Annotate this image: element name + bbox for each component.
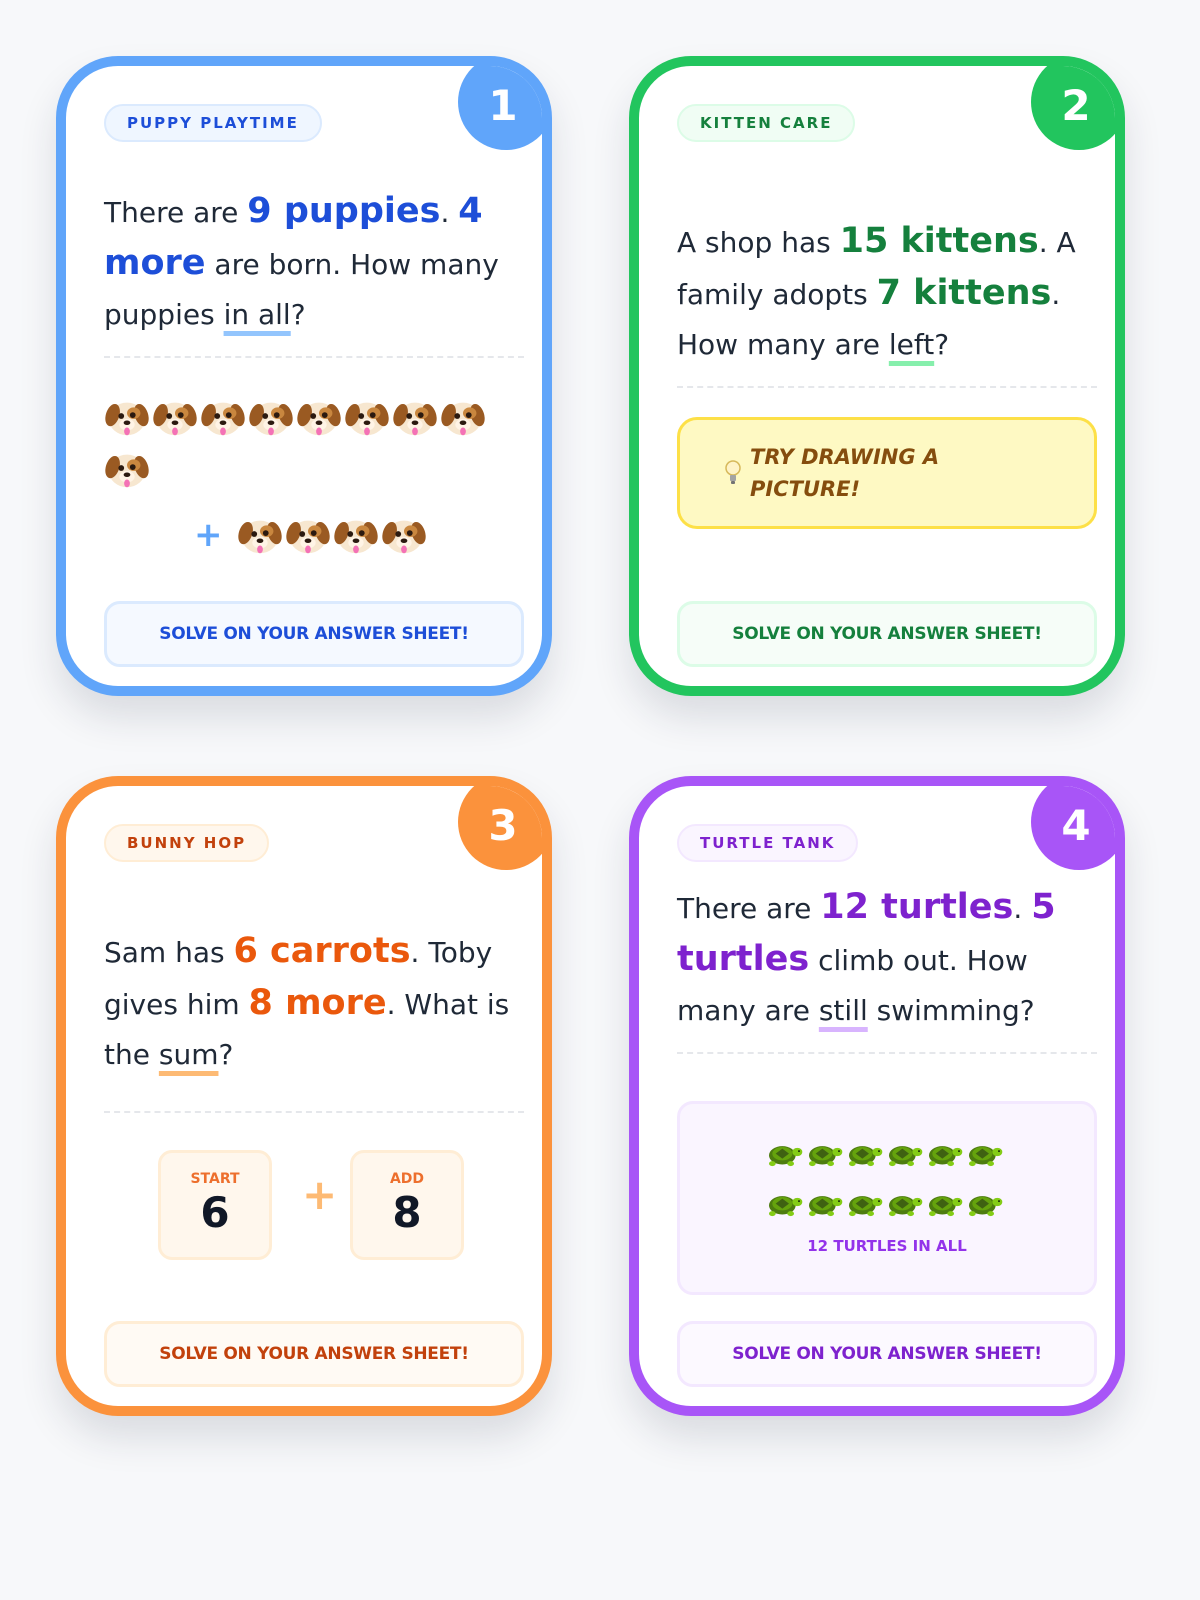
plus-icon: + <box>194 515 223 555</box>
start-value: 6 <box>200 1188 230 1237</box>
keyword: left <box>888 328 935 361</box>
divider <box>104 1111 524 1113</box>
puppy-face-icon <box>344 394 390 440</box>
puppy-face-icon <box>285 512 331 558</box>
lightbulb-icon <box>722 458 744 488</box>
turtle-icon <box>964 1132 1004 1172</box>
topic-tag: BUNNY HOP <box>104 824 269 862</box>
turtle-icon <box>764 1132 804 1172</box>
divider <box>677 1052 1097 1054</box>
turtle-icon <box>924 1132 964 1172</box>
puppy-face-icon <box>381 512 427 558</box>
turtle-icon <box>764 1182 804 1222</box>
puppy-face-icon <box>237 512 283 558</box>
word-problem-text: There are 12 turtles. 5 turtles climb out. How many are still swimming? <box>677 887 1056 1027</box>
puppy-face-icon <box>200 394 246 440</box>
puppy-face-icon <box>333 512 379 558</box>
turtle-icon <box>924 1182 964 1222</box>
add-number-box <box>350 1150 464 1260</box>
turtle-icon <box>884 1182 924 1222</box>
hint-box <box>677 417 1097 529</box>
problem-card-1 <box>56 56 552 696</box>
divider <box>104 356 524 358</box>
turtle-icon <box>844 1132 884 1172</box>
turtle-icon <box>964 1182 1004 1222</box>
problem-number-badge: 3 <box>458 776 552 870</box>
keyword: sum <box>158 1038 219 1071</box>
divider <box>677 386 1097 388</box>
keyword: in all <box>223 298 291 331</box>
topic-tag: PUPPY PLAYTIME <box>104 104 322 142</box>
turtle-icon <box>844 1182 884 1222</box>
puppy-face-icon <box>392 394 438 440</box>
start-number-box <box>158 1150 272 1260</box>
solve-on-answer-sheet-button[interactable]: SOLVE ON YOUR ANSWER SHEET! <box>104 601 524 667</box>
problem-number-badge: 1 <box>458 56 552 150</box>
problem-card-3 <box>56 776 552 1416</box>
puppy-face-icon <box>104 394 150 440</box>
problem-number-badge: 4 <box>1031 776 1125 870</box>
add-label: ADD <box>389 1171 425 1187</box>
start-label: START <box>190 1171 240 1187</box>
keyword: still <box>818 994 868 1027</box>
word-problem-text: There are 9 puppies. 4 more are born. How many puppies in all? <box>104 191 499 331</box>
turtle-count-caption: 12 TURTLES IN ALL <box>807 1237 967 1255</box>
plus-icon: + <box>302 1170 338 1219</box>
puppy-face-icon <box>440 394 486 440</box>
puppy-face-icon <box>248 394 294 440</box>
solve-on-answer-sheet-button[interactable]: SOLVE ON YOUR ANSWER SHEET! <box>104 1321 524 1387</box>
problem-number-badge: 2 <box>1031 56 1125 150</box>
turtle-picture-panel <box>677 1101 1097 1295</box>
add-value: 8 <box>392 1188 422 1237</box>
puppy-group-start <box>104 394 524 492</box>
puppy-face-icon <box>104 446 150 492</box>
puppy-face-icon <box>296 394 342 440</box>
turtle-group <box>764 1132 1004 1232</box>
word-problem-text: Sam has 6 carrots. Toby gives him 8 more. What is the sum? <box>104 931 510 1071</box>
solve-on-answer-sheet-button[interactable]: SOLVE ON YOUR ANSWER SHEET! <box>677 1321 1097 1387</box>
turtle-icon <box>884 1132 924 1172</box>
problem-card-4 <box>629 776 1125 1416</box>
hint-text: TRY DRAWING A PICTURE! <box>750 445 940 501</box>
puppy-face-icon <box>152 394 198 440</box>
word-problem-text: A shop has 15 kittens. A family adopts 7 kittens. How many are left? <box>677 221 1076 361</box>
problem-card-2 <box>629 56 1125 696</box>
turtle-icon <box>804 1132 844 1172</box>
solve-on-answer-sheet-button[interactable]: SOLVE ON YOUR ANSWER SHEET! <box>677 601 1097 667</box>
puppy-group-added <box>194 512 429 558</box>
topic-tag: KITTEN CARE <box>677 104 855 142</box>
topic-tag: TURTLE TANK <box>677 824 858 862</box>
turtle-icon <box>804 1182 844 1222</box>
